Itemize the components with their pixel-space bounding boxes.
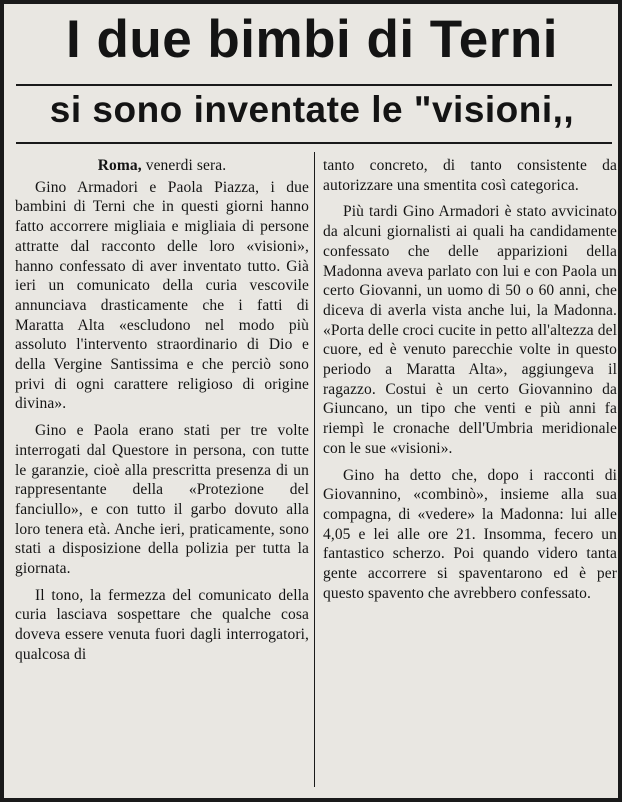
dateline-place: Roma, [97, 157, 142, 174]
article-paragraph: Il tono, la fermezza del comunicato della curia lasciava sospettare che qualche cosa doveva essere venuta fuori dagli interrogatori, qualcosa di [15, 586, 309, 663]
article-paragraph: Gino Armadori e Paola Piazza, i due bambini di Terni che in questi giorni hanno fatto accorrere migliaia e migliaia di persone attratte dal racconto delle loro «visioni», hanno confessato di aver inventato tutto. Già ieri un comunicato della curia vescovile annunciava drasticamente che i fatti di Maratta Alta «escludono nel modo più assoluto l'intervento straordinario di Dio e della Vergine Santissima e che perciò sono privi di ogni carattere religioso di origine divina». [15, 178, 309, 413]
article-paragraph: Più tardi Gino Armadori è stato avvicinato da alcuni giornalisti ai quali ha candidamente confessato che delle apparizioni della Madonna aveva parlato con lui e con Paola un certo Giovanni, un uomo di 50 o 60 anni, che diceva di averla vista anche lui, la Madonna. «Porta delle croci cucite in petto all'altezza del cuore, ed è venuto parecchie volte in questo periodo a Maratta Alta», aggiungeva il ragazzo. Costui è un certo Giovannino da Giuncano, un tipo che venti e più anni fa riempì le cronache dell'Umbria meridionale con le sue «visioni». [323, 203, 617, 457]
dateline [15, 156, 309, 176]
column-divider [314, 152, 315, 787]
headline-secondary: si sono inventate le "visioni,, [49, 89, 575, 130]
headline-divider [16, 84, 612, 86]
article-column-right [323, 156, 617, 610]
headline-bottom-rule [16, 142, 612, 144]
article-paragraph-continued: tanto concreto, di tanto consistente da autorizzare una smentita così categorica. [323, 157, 617, 194]
article-paragraph: Gino ha detto che, dopo i racconti di Giovannino, «combinò», insieme alla sua compagna, di «vedere» la Madonna: lui alle 4,05 e lei alle ore 21. Insomma, fecero un fantastico scherzo. Poi quando videro tanta gente accorrere si spaventarono ed è per questo spavento che avrebbero confessato. [323, 466, 617, 602]
dateline-time: venerdi sera. [141, 157, 227, 174]
article-paragraph: Gino e Paola erano stati per tre volte interrogati dal Questore in persona, con tutte le garanzie, cioè alla prescritta presenza di un rappresentante della «Protezione del fanciullo», e con tutto il garbo dovuto alla loro tenera età. Anche ieri, praticamente, sono stati a disposizione della polizia per tutta la giornata. [15, 422, 309, 578]
headline-main: I due bimbi di Terni [66, 10, 558, 69]
article-column-left [15, 156, 309, 672]
